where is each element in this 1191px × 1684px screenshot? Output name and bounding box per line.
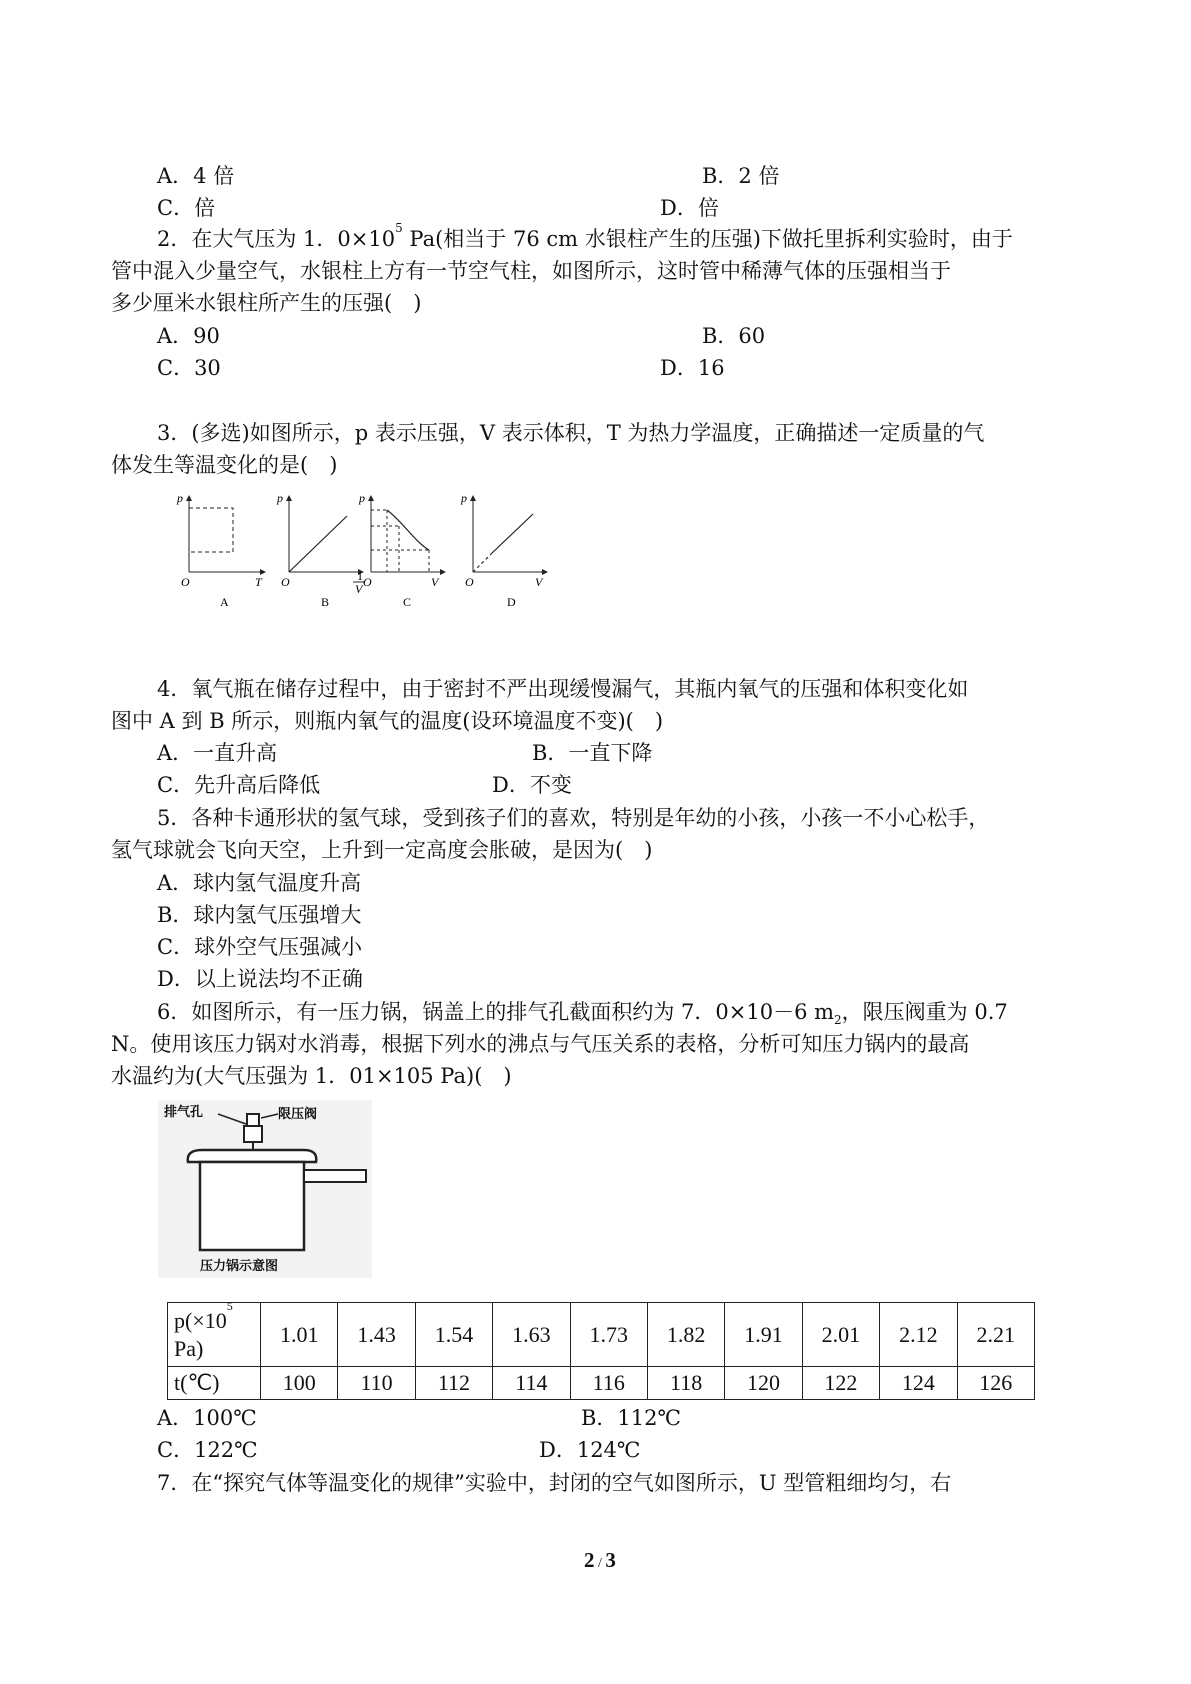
q5-text-line-1: 5．各种卡通形状的氢气球，受到孩子们的喜欢，特别是年幼的小孩，小孩一不小心松手， [157, 806, 990, 830]
graph-c-curve [387, 510, 429, 550]
pressure-cell: 1.01 [261, 1303, 338, 1367]
q2-option-b: B．60 [702, 324, 766, 348]
page-number: 2 / 3 [584, 1548, 616, 1572]
temperature-header: t(℃) [168, 1367, 261, 1400]
pressure-header: $p(\times 10^5$ Pa) [168, 1303, 261, 1367]
graph-a-axis-p: p [177, 491, 183, 505]
temperature-cell: 124 [880, 1367, 957, 1400]
pressure-cell: 2.01 [802, 1303, 879, 1367]
q1-option-d: D．倍 [660, 196, 719, 220]
isothermal-graphs-figure [165, 488, 605, 608]
q7-text-line-1: 7．在“探究气体等温变化的规律”实验中，封闭的空气如图所示，U 型管粗细均匀，右 [157, 1471, 952, 1495]
q2-text-line-3: 多少厘米水银柱所产生的压强( ) [111, 291, 422, 315]
q4-option-b: B．一直下降 [532, 741, 653, 765]
pressure-cell: 1.63 [493, 1303, 570, 1367]
pressure-cell: 1.54 [415, 1303, 492, 1367]
pressure-row [168, 1303, 1035, 1367]
temperature-cell: 110 [338, 1367, 415, 1400]
cooker-caption: 压力锅示意图 [200, 1259, 279, 1274]
graph-a [176, 491, 265, 608]
pressure-cell: 1.73 [570, 1303, 647, 1367]
temperature-cell: 126 [957, 1367, 1034, 1400]
temperature-row [168, 1367, 1035, 1400]
q5-text-line-2: 氢气球就会飞向天空，上升到一定高度会胀破，是因为( ) [111, 838, 653, 862]
graph-b-axis-one: 1 [357, 569, 363, 583]
graph-a-origin: O [181, 575, 190, 589]
q4-option-d: D．不变 [492, 773, 572, 797]
q6-option-a: A．100℃ [157, 1406, 257, 1430]
temperature-cell: 122 [802, 1367, 879, 1400]
q1-option-c: C．倍 [157, 196, 216, 220]
cooker-pot [200, 1162, 304, 1250]
q2-text-line-2: 管中混入少量空气，水银柱上方有一节空气柱，如图所示，这时管中稀薄气体的压强相当于 [111, 259, 951, 283]
q6-option-c: C．122℃ [157, 1438, 258, 1462]
q2-option-d: D．16 [660, 356, 725, 380]
graph-c-label: C [403, 595, 412, 608]
temperature-cell: 114 [493, 1367, 570, 1400]
graph-d-line [491, 514, 533, 554]
graph-d-axis-p: p [461, 491, 467, 505]
q6-text-line-3: 水温约为(大气压强为 1．01×105 Pa)( ) [111, 1064, 512, 1088]
graph-c-origin: O [363, 575, 372, 589]
graph-a-label: A [220, 595, 229, 608]
q4-text-line-1: 4．氧气瓶在储存过程中，由于密封不严出现缓慢漏气，其瓶内氧气的压强和体积变化如 [157, 677, 969, 701]
boiling-point-table [167, 1298, 1035, 1400]
temperature-cell: 116 [570, 1367, 647, 1400]
cooker-lid [188, 1150, 316, 1162]
q4-option-c: C．先升高后降低 [157, 773, 321, 797]
pressure-cooker-figure [158, 1100, 372, 1278]
q1-option-a: A．4 倍 [157, 164, 235, 188]
graph-c [358, 491, 445, 608]
graph-c-axis-p: p [359, 491, 365, 505]
temperature-cell: 118 [647, 1367, 724, 1400]
q4-text-line-2: 图中 A 到 B 所示，则瓶内氧气的温度(设环境温度不变)( ) [111, 709, 664, 733]
pressure-cell: 2.21 [957, 1303, 1034, 1367]
graph-b-origin: O [281, 575, 290, 589]
graph-d-label: D [507, 595, 516, 608]
q5-option-b: B．球内氢气压强增大 [157, 903, 362, 927]
temperature-cell: 100 [261, 1367, 338, 1400]
q5-option-a: A．球内氢气温度升高 [157, 871, 362, 895]
graph-d [460, 491, 547, 608]
q6-text-line-2: N。使用该压力锅对水消毒，根据下列水的沸点与气压关系的表格，分析可知压力锅内的最高 [111, 1032, 970, 1056]
pressure-valve-icon [247, 1114, 259, 1126]
q6-option-d: D．124℃ [539, 1438, 641, 1462]
q5-option-d: D．以上说法均不正确 [157, 967, 363, 991]
temperature-cell: 120 [725, 1367, 802, 1400]
q3-text-line-1: 3．(多选)如图所示，p 表示压强，V 表示体积，T 为热力学温度，正确描述一定质量的气 [157, 421, 985, 445]
q5-option-c: C．球外空气压强减小 [157, 935, 363, 959]
valve-label: 限压阀 [278, 1107, 318, 1122]
cooker-handle [304, 1170, 366, 1182]
q3-text-line-2: 体发生等温变化的是( ) [111, 453, 338, 477]
graph-b-label: B [321, 595, 330, 608]
graph-b-line [289, 516, 347, 572]
graph-b [276, 491, 365, 608]
q4-option-a: A．一直升高 [157, 741, 278, 765]
graph-b-axis-v: V [355, 582, 363, 596]
graph-b-axis-p: p [277, 491, 283, 505]
graph-d-origin: O [465, 575, 474, 589]
graph-a-axis-t: T [255, 575, 262, 589]
temperature-cell: 112 [415, 1367, 492, 1400]
q2-option-a: A．90 [157, 324, 220, 348]
q2-option-c: C．30 [157, 356, 221, 380]
vent-label: 排气孔 [164, 1105, 204, 1120]
graph-d-axis-v: V [535, 575, 543, 589]
graph-a-dashed-box [189, 508, 233, 552]
pressure-cell: 1.91 [725, 1303, 802, 1367]
q2-text-line-1: 2．在大气压为 1．$0\times 10^5$ Pa(相当于 76 cm 水银柱产生的压强)下做托里拆利实验时，由于 [157, 221, 1013, 251]
q6-text-line-1: 6．如图所示，有一压力锅，锅盖上的排气孔截面积约为 7．0×10－6 $m_2$，限压阀重为 0.7 [157, 1000, 1008, 1028]
q1-option-b: B．2 倍 [702, 164, 780, 188]
graph-c-axis-v: V [431, 575, 439, 589]
pressure-cell: 2.12 [880, 1303, 957, 1367]
pressure-cell: 1.43 [338, 1303, 415, 1367]
q6-option-b: B．112℃ [581, 1406, 682, 1430]
pressure-cell: 1.82 [647, 1303, 724, 1367]
